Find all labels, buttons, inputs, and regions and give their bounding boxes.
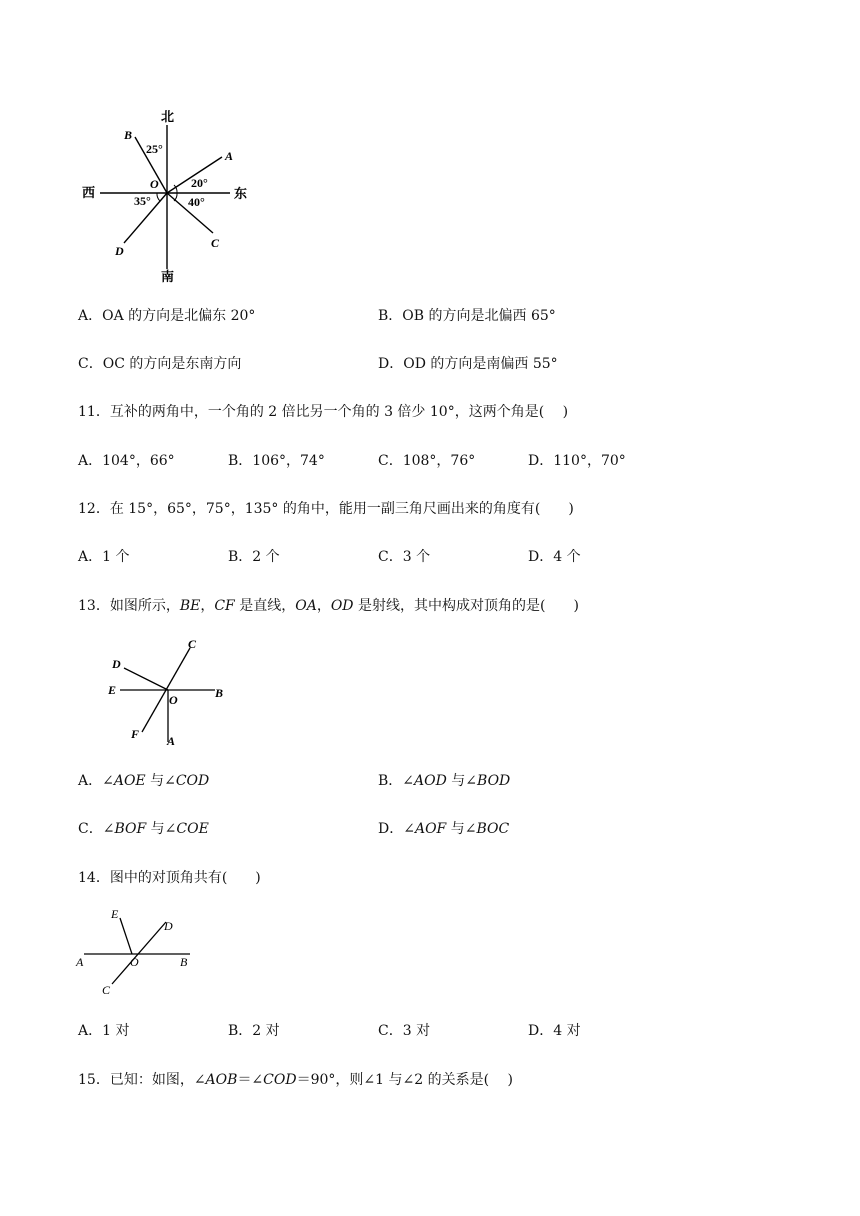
q11-option-d: D．110°，70°: [528, 453, 626, 469]
q13-option-d: D．∠AOF 与∠BOC: [378, 821, 510, 837]
angle-25: 25°: [146, 142, 163, 156]
angle-20: 20°: [191, 176, 208, 190]
q14-option-a: A．1 对: [78, 1023, 130, 1039]
q14-figure: [70, 902, 210, 1002]
q12-option-b: B．2 个: [228, 549, 280, 565]
q10-option-d: D．OD 的方向是南偏西 55°: [378, 356, 558, 372]
q13-label-D: D: [112, 657, 121, 671]
q10-option-c: C．OC 的方向是东南方向: [78, 356, 242, 372]
q13-option-a: A．∠AOE 与∠COD: [78, 773, 210, 789]
label-A: A: [225, 149, 234, 163]
label-B: B: [124, 128, 133, 142]
compass-figure: [70, 105, 270, 285]
q12-stem: 12．在 15°，65°，75°，135° 的角中，能用一副三角尺画出来的角度有( ): [78, 501, 574, 517]
label-D: D: [115, 244, 124, 258]
q13-label-E: E: [108, 683, 117, 697]
q13-stem: 13．如图所示，BE，CF 是直线，OA，OD 是射线，其中构成对顶角的是( ): [78, 598, 579, 614]
west-label: 西: [82, 185, 96, 200]
q14-label-O: O: [130, 955, 139, 969]
q14-option-d: D．4 对: [528, 1023, 581, 1039]
q10-option-b: B．OB 的方向是北偏西 65°: [378, 308, 556, 324]
q13-label-F: F: [131, 727, 140, 741]
q14-label-E: E: [111, 907, 119, 921]
angle-35: 35°: [134, 194, 151, 208]
q11-option-b: B．106°，74°: [228, 453, 325, 469]
q13-label-A: A: [167, 734, 176, 748]
q14-stem: 14．图中的对顶角共有( ): [78, 870, 261, 886]
q13-figure: [100, 632, 240, 752]
q13-label-C: C: [188, 637, 197, 651]
q12-option-d: D．4 个: [528, 549, 581, 565]
q14-option-c: C．3 对: [378, 1023, 431, 1039]
south-label: 南: [161, 269, 175, 284]
q11-stem: 11．互补的两角中，一个角的 2 倍比另一个角的 3 倍少 10°，这两个角是( ): [78, 404, 569, 420]
north-label: 北: [161, 109, 175, 124]
q10-option-a: A．OA 的方向是北偏东 20°: [78, 308, 256, 324]
q13-label-B: B: [215, 686, 224, 700]
q13-label-O: O: [169, 693, 178, 707]
q15-stem: 15．已知：如图，∠AOB＝∠COD＝90°，则∠1 与∠2 的关系是( ): [78, 1072, 513, 1088]
q11-option-c: C．108°，76°: [378, 453, 476, 469]
q12-option-c: C．3 个: [378, 549, 431, 565]
angle-40: 40°: [188, 195, 205, 209]
q12-option-a: A．1 个: [78, 549, 130, 565]
label-C: C: [211, 236, 220, 250]
q13-option-b: B．∠AOD 与∠BOD: [378, 773, 511, 789]
q14-label-D: D: [164, 919, 173, 933]
q14-label-A: A: [76, 955, 84, 969]
q13-option-c: C．∠BOF 与∠COE: [78, 821, 209, 837]
q14-label-B: B: [180, 955, 188, 969]
q11-option-a: A．104°，66°: [78, 453, 175, 469]
east-label: 东: [234, 186, 248, 201]
q14-option-b: B．2 对: [228, 1023, 280, 1039]
label-O: O: [150, 177, 159, 191]
q14-label-C: C: [102, 983, 111, 997]
